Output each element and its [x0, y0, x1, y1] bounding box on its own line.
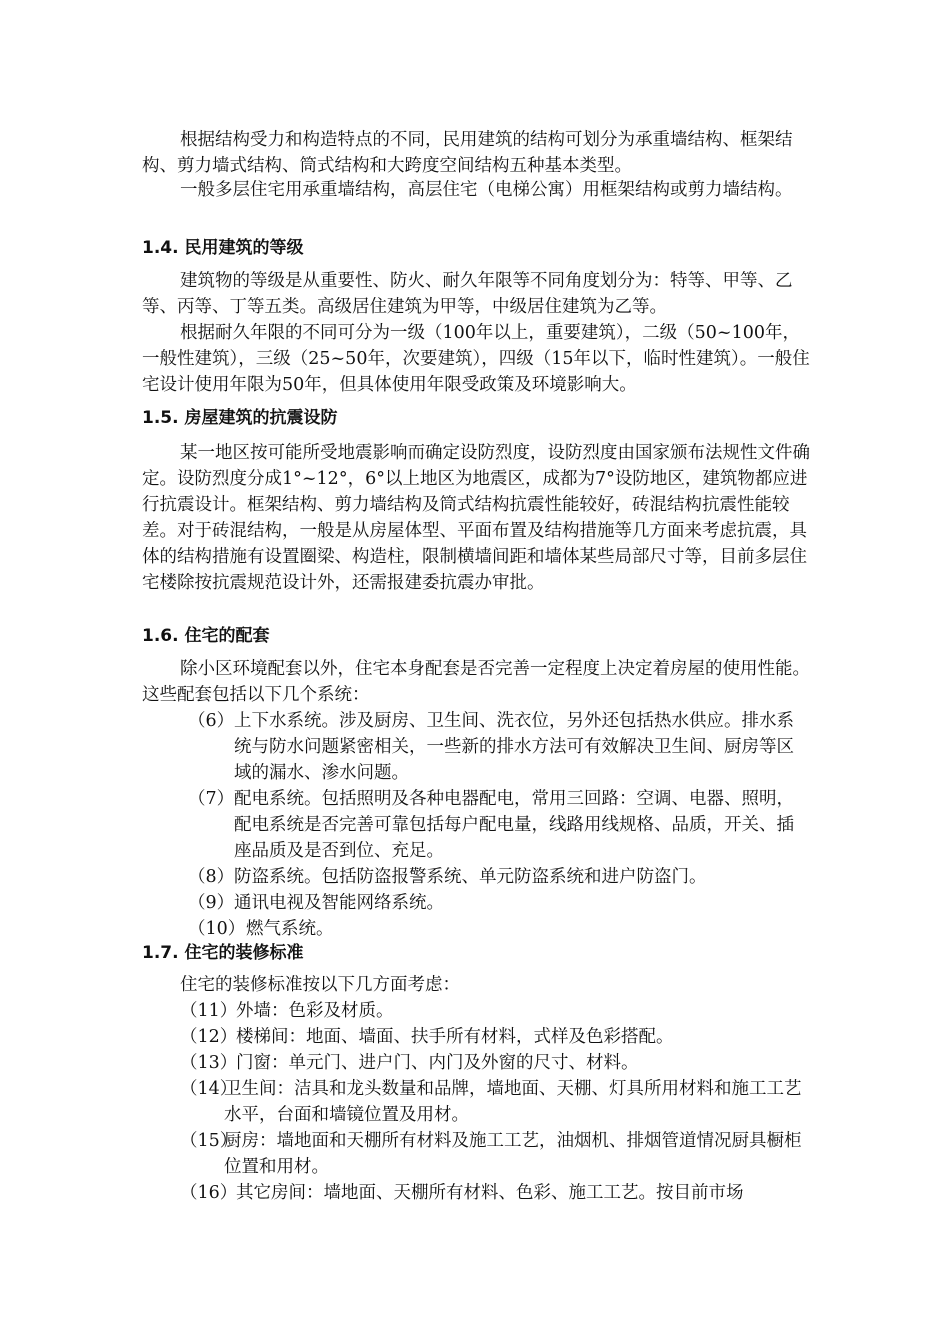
list-item-text: 其它房间：墙地面、天棚所有材料、色彩、施工工艺。按目前市场	[236, 1183, 744, 1203]
list-item-number: （14）	[180, 1079, 238, 1099]
list-item	[0, 708, 810, 786]
list-item	[0, 1128, 810, 1180]
list-item-text: 燃气系统。	[246, 919, 334, 939]
list-item-text: 防盗系统。包括防盗报警系统、单元防盗系统和进户防盗门。	[234, 867, 707, 887]
heading-1-4: 1.4. 民用建筑的等级	[142, 238, 304, 258]
list-item-number: （13）	[180, 1053, 238, 1073]
list-item	[0, 998, 810, 1024]
heading-1-6: 1.6. 住宅的配套	[142, 626, 270, 646]
list-item-text: 门窗：单元门、进户门、内门及外窗的尺寸、材料。	[236, 1053, 639, 1073]
list-item-text: 厨房：墙地面和天棚所有材料及施工工艺，油烟机、排烟管道情况厨具橱柜位置和用材。	[224, 1131, 802, 1177]
list-item-text: 通讯电视及智能网络系统。	[234, 893, 444, 913]
paragraph-residential-structure: 一般多层住宅用承重墙结构，高层住宅（电梯公寓）用框架结构或剪力墙结构。	[180, 180, 793, 200]
heading-1-7: 1.7. 住宅的装修标准	[142, 943, 304, 963]
list-item-number: （8）	[188, 867, 235, 887]
systems-list	[0, 708, 950, 942]
list-item-text: 楼梯间：地面、墙面、扶手所有材料，式样及色彩搭配。	[236, 1027, 674, 1047]
list-item	[0, 786, 810, 864]
list-item-number: （15）	[180, 1131, 238, 1151]
list-item-text: 卫生间：洁具和龙头数量和品牌，墙地面、天棚、灯具所用材料和施工工艺水平，台面和墙镜位置及用材。	[224, 1079, 802, 1125]
list-item-number: （12）	[180, 1027, 238, 1047]
list-item-number: （7）	[188, 789, 235, 809]
list-item	[0, 890, 810, 916]
decoration-list	[0, 998, 950, 1206]
paragraph-facilities: 除小区环境配套以外，住宅本身配套是否完善一定程度上决定着房屋的使用性能。这些配套包括以下几个系统：	[142, 659, 810, 705]
list-item	[0, 1180, 810, 1206]
list-item-number: （16）	[180, 1183, 238, 1203]
list-item	[0, 916, 810, 942]
list-item-number: （10）	[188, 919, 246, 939]
list-item-text: 外墙：色彩及材质。	[236, 1001, 394, 1021]
list-item-text: 上下水系统。涉及厨房、卫生间、洗衣位，另外还包括热水供应。排水系统与防水问题紧密相关，一些新的排水方法可有效解决卫生间、厨房等区域的漏水、渗水问题。	[234, 711, 794, 783]
list-item-number: （9）	[188, 893, 235, 913]
list-item-text: 配电系统。包括照明及各种电器配电，常用三回路：空调、电器、照明，配电系统是否完善可靠包括每户配电量，线路用线规格、品质，开关、插座品质及是否到位、充足。	[234, 789, 794, 861]
list-item-number: （11）	[180, 1001, 238, 1021]
list-item	[0, 1050, 810, 1076]
paragraph-building-grades: 建筑物的等级是从重要性、防火、耐久年限等不同角度划分为：特等、甲等、乙等、丙等、丁等五类。高级居住建筑为甲等，中级居住建筑为乙等。	[142, 271, 793, 317]
list-item	[0, 1076, 810, 1128]
paragraph-structure-types: 根据结构受力和构造特点的不同，民用建筑的结构可划分为承重墙结构、框架结构、剪力墙式结构、筒式结构和大跨度空间结构五种基本类型。	[142, 130, 793, 176]
list-item	[0, 864, 810, 890]
paragraph-seismic: 某一地区按可能所受地震影响而确定设防烈度，设防烈度由国家颁布法规性文件确定。设防烈度分成1°~12°，6°以上地区为地震区，成都为7°设防地区，建筑物都应进行抗震设计。框架结构、剪力墙结构及筒式结构抗震性能较好，砖混结构抗震性能较差。对于砖混结构，一般是从房屋体型、平面布置及结构措施等几方面来考虑抗震，具体的结构措施有设置圈梁、构造柱，限制横墙间距和墙体某些局部尺寸等，目前多层住宅楼除按抗震规范设计外，还需报建委抗震办审批。	[142, 443, 810, 593]
paragraph-durability: 根据耐久年限的不同可分为一级（100年以上，重要建筑），二级（50~100年，一般性建筑），三级（25~50年，次要建筑），四级（15年以下，临时性建筑）。一般住宅设计使用年限为50年，但具体使用年限受政策及环境影响大。	[142, 323, 810, 395]
list-item-number: （6）	[188, 711, 235, 731]
list-item	[0, 1024, 810, 1050]
heading-1-5: 1.5. 房屋建筑的抗震设防	[142, 408, 338, 428]
paragraph-decoration-intro: 住宅的装修标准按以下几方面考虑：	[180, 975, 460, 995]
